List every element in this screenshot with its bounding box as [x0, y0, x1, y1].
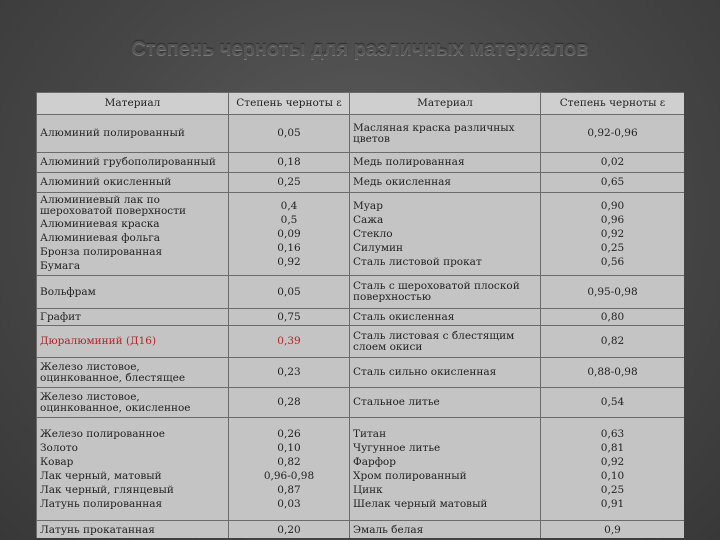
table-row — [37, 309, 685, 326]
cell-emissivity: 0,54 — [541, 388, 685, 418]
cell-emissivity: 0,65 — [541, 173, 685, 193]
cell-emissivity: 0,63 0,81 0,92 0,10 0,25 0,91 — [541, 418, 685, 521]
header-material-2: Материал — [350, 93, 541, 115]
page-title: Степень черноты для различных материалов — [131, 38, 589, 60]
cell-emissivity: 0,95-0,98 — [541, 276, 685, 309]
cell-material: Латунь прокатанная — [37, 521, 229, 539]
cell-emissivity: 0,18 — [229, 153, 350, 173]
header-emissivity-1: Степень черноты ε — [229, 93, 350, 115]
cell-material: Сталь листовая с блестящим слоем окиси — [350, 326, 541, 358]
cell-material: Эмаль белая — [350, 521, 541, 539]
header-material-1: Материал — [37, 93, 229, 115]
cell-emissivity: 0,90 0,96 0,92 0,25 0,56 — [541, 193, 685, 276]
cell-emissivity: 0,26 0,10 0,82 0,96-0,98 0,87 0,03 — [229, 418, 350, 521]
cell-material: Дюралюминий (Д16) — [37, 326, 229, 358]
cell-emissivity: 0,39 — [229, 326, 350, 358]
cell-material: Железо листовое, оцинкованное, окисленное — [37, 388, 229, 418]
cell-material: Алюминиевый лак по шероховатой поверхности Алюминиевая краска Алюминиевая фольга Бронза полированная Бумага — [37, 193, 229, 276]
cell-material: Графит — [37, 309, 229, 326]
table-row — [37, 193, 685, 276]
cell-emissivity: 0,05 — [229, 115, 350, 153]
cell-emissivity: 0,88-0,98 — [541, 358, 685, 388]
cell-material: Масляная краска различных цветов — [350, 115, 541, 153]
cell-emissivity: 0,25 — [229, 173, 350, 193]
cell-emissivity: 0,92-0,96 — [541, 115, 685, 153]
table-row — [37, 521, 685, 539]
cell-material: Стальное литье — [350, 388, 541, 418]
cell-material: Вольфрам — [37, 276, 229, 309]
cell-material: Муар Сажа Стекло Силумин Сталь листовой прокат — [350, 193, 541, 276]
table-row — [37, 388, 685, 418]
emissivity-table — [36, 92, 684, 538]
cell-material: Сталь окисленная — [350, 309, 541, 326]
table-row — [37, 276, 685, 309]
table-header-row — [37, 93, 685, 115]
table-row — [37, 326, 685, 358]
cell-emissivity: 0,82 — [541, 326, 685, 358]
cell-emissivity: 0,28 — [229, 388, 350, 418]
cell-material: Медь окисленная — [350, 173, 541, 193]
cell-emissivity: 0,20 — [229, 521, 350, 539]
cell-material: Сталь с шероховатой плоской поверхностью — [350, 276, 541, 309]
cell-material: Железо листовое, оцинкованное, блестящее — [37, 358, 229, 388]
cell-material: Алюминий грубополированный — [37, 153, 229, 173]
cell-material: Железо полированное Золото Ковар Лак черный, матовый Лак черный, глянцевый Латунь полированная — [37, 418, 229, 521]
table-row — [37, 153, 685, 173]
table-row — [37, 358, 685, 388]
cell-material: Алюминий окисленный — [37, 173, 229, 193]
emissivity-table-container — [36, 92, 684, 538]
cell-material: Сталь сильно окисленная — [350, 358, 541, 388]
cell-material: Алюминий полированный — [37, 115, 229, 153]
cell-emissivity: 0,02 — [541, 153, 685, 173]
cell-emissivity: 0,4 0,5 0,09 0,16 0,92 — [229, 193, 350, 276]
cell-material: Титан Чугунное литье Фарфор Хром полированный Цинк Шелак черный матовый — [350, 418, 541, 521]
cell-emissivity: 0,05 — [229, 276, 350, 309]
table-row — [37, 173, 685, 193]
cell-emissivity: 0,9 — [541, 521, 685, 539]
cell-emissivity: 0,75 — [229, 309, 350, 326]
header-emissivity-2: Степень черноты ε — [541, 93, 685, 115]
table-row — [37, 115, 685, 153]
cell-material: Медь полированная — [350, 153, 541, 173]
table-row — [37, 418, 685, 521]
cell-emissivity: 0,23 — [229, 358, 350, 388]
cell-emissivity: 0,80 — [541, 309, 685, 326]
